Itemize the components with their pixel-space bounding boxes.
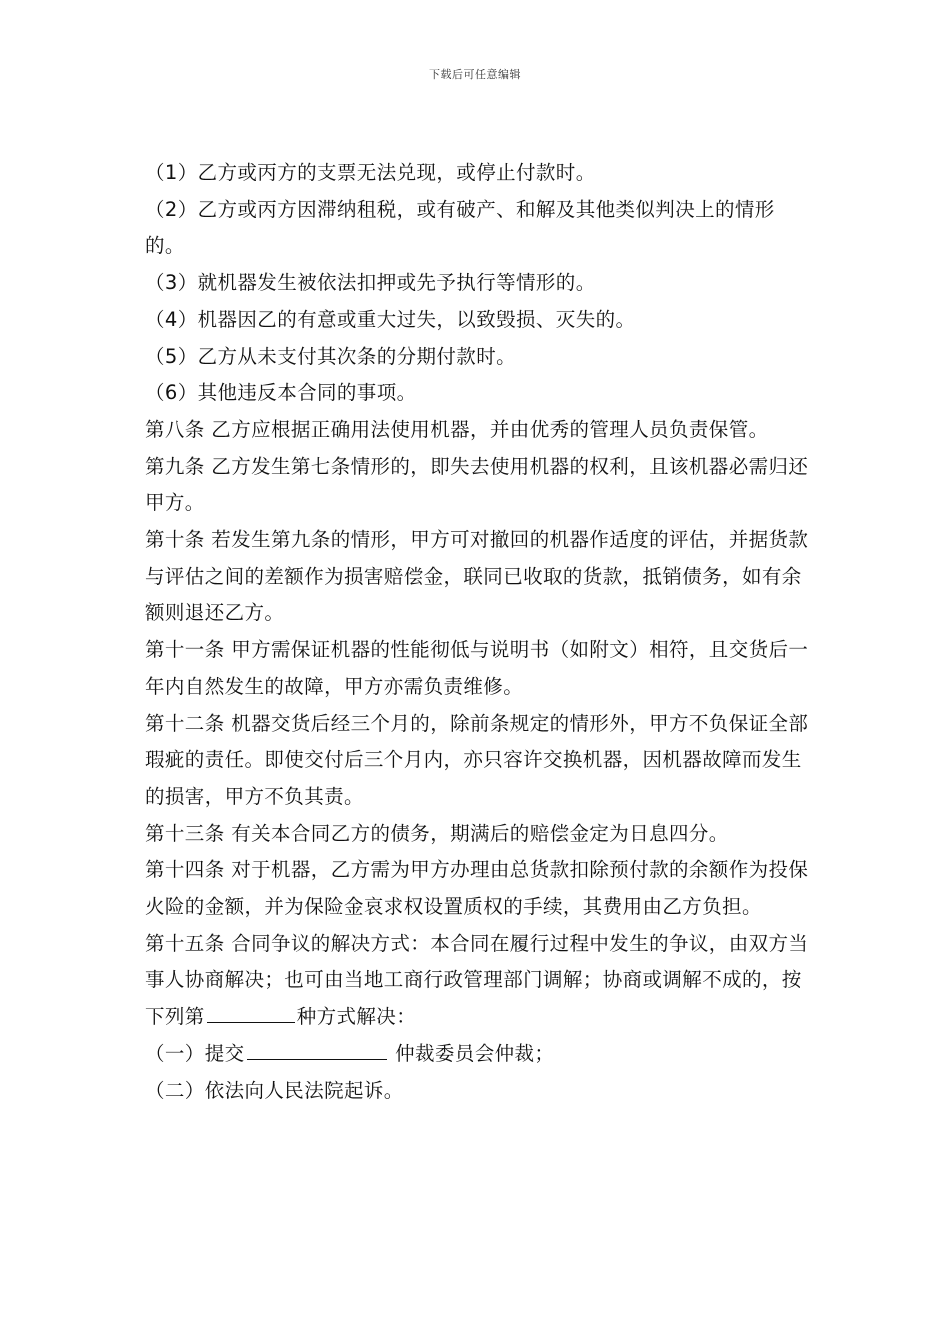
dispute-option-1-prefix: （一）提交 bbox=[145, 1041, 245, 1065]
clause-item-6: （6）其他违反本合同的事项。 bbox=[145, 381, 417, 405]
dispute-option-1 bbox=[145, 1036, 810, 1073]
method-number-blank[interactable] bbox=[207, 1002, 295, 1023]
article-13: 第十三条 有关本合同乙方的债务，期满后的赔偿金定为日息四分。 bbox=[145, 821, 729, 845]
page-header-note: 下载后可任意编辑 bbox=[429, 68, 521, 81]
clause-item-4: （4）机器因乙的有意或重大过失，以致毁损、灭失的。 bbox=[145, 307, 636, 331]
article-9: 第九条 乙方发生第七条情形的，即失去使用机器的权利，且该机器必需归还甲方。 bbox=[145, 454, 809, 515]
article-15-suffix: 种方式解决： bbox=[296, 1005, 417, 1029]
contract-body bbox=[145, 155, 810, 1109]
article-12: 第十二条 机器交货后经三个月的，除前条规定的情形外，甲方不负保证全部瑕疵的责任。即使交付后三个月内，亦只容许交换机器，因机器故障而发生的损害，甲方不负其责。 bbox=[145, 711, 809, 808]
dispute-option-2: （二）依法向人民法院起诉。 bbox=[145, 1078, 404, 1102]
clause-item-3: （3）就机器发生被依法扣押或先予执行等情形的。 bbox=[145, 271, 596, 295]
dispute-option-1-suffix: 仲裁委员会仲裁； bbox=[388, 1041, 555, 1065]
article-10: 第十条 若发生第九条的情形，甲方可对撤回的机器作适度的评估，并据货款与评估之间的差额作为损害赔偿金，联同已收取的货款，抵销债务，如有余额则退还乙方。 bbox=[145, 528, 809, 625]
article-14: 第十四条 对于机器，乙方需为甲方办理由总货款扣除预付款的余额作为投保火险的金额，并为保险金哀求权设置质权的手续，其费用由乙方负担。 bbox=[145, 858, 809, 919]
clause-item-2: （2）乙方或丙方因滞纳租税，或有破产、和解及其他类似判决上的情形的。 bbox=[145, 197, 775, 258]
article-8: 第八条 乙方应根据正确用法使用机器，并由优秀的管理人员负责保管。 bbox=[145, 417, 769, 441]
article-11: 第十一条 甲方需保证机器的性能彻低与说明书（如附文）相符，且交货后一年内自然发生的故障，甲方亦需负责维修。 bbox=[145, 638, 809, 698]
clause-item-1: （1）乙方或丙方的支票无法兑现，或停止付款时。 bbox=[145, 161, 596, 184]
article-15 bbox=[145, 926, 810, 1036]
arbitration-committee-blank[interactable] bbox=[247, 1039, 387, 1060]
clause-item-5: （5）乙方从未支付其次条的分期付款时。 bbox=[145, 344, 517, 368]
article-15-text: 第十五条 合同争议的解决方式：本合同在履行过程中发生的争议，由双方当事人协商解决；也可由当地工商行政管理部门调解；协商或调解不成的，按下列第 bbox=[145, 931, 809, 1029]
